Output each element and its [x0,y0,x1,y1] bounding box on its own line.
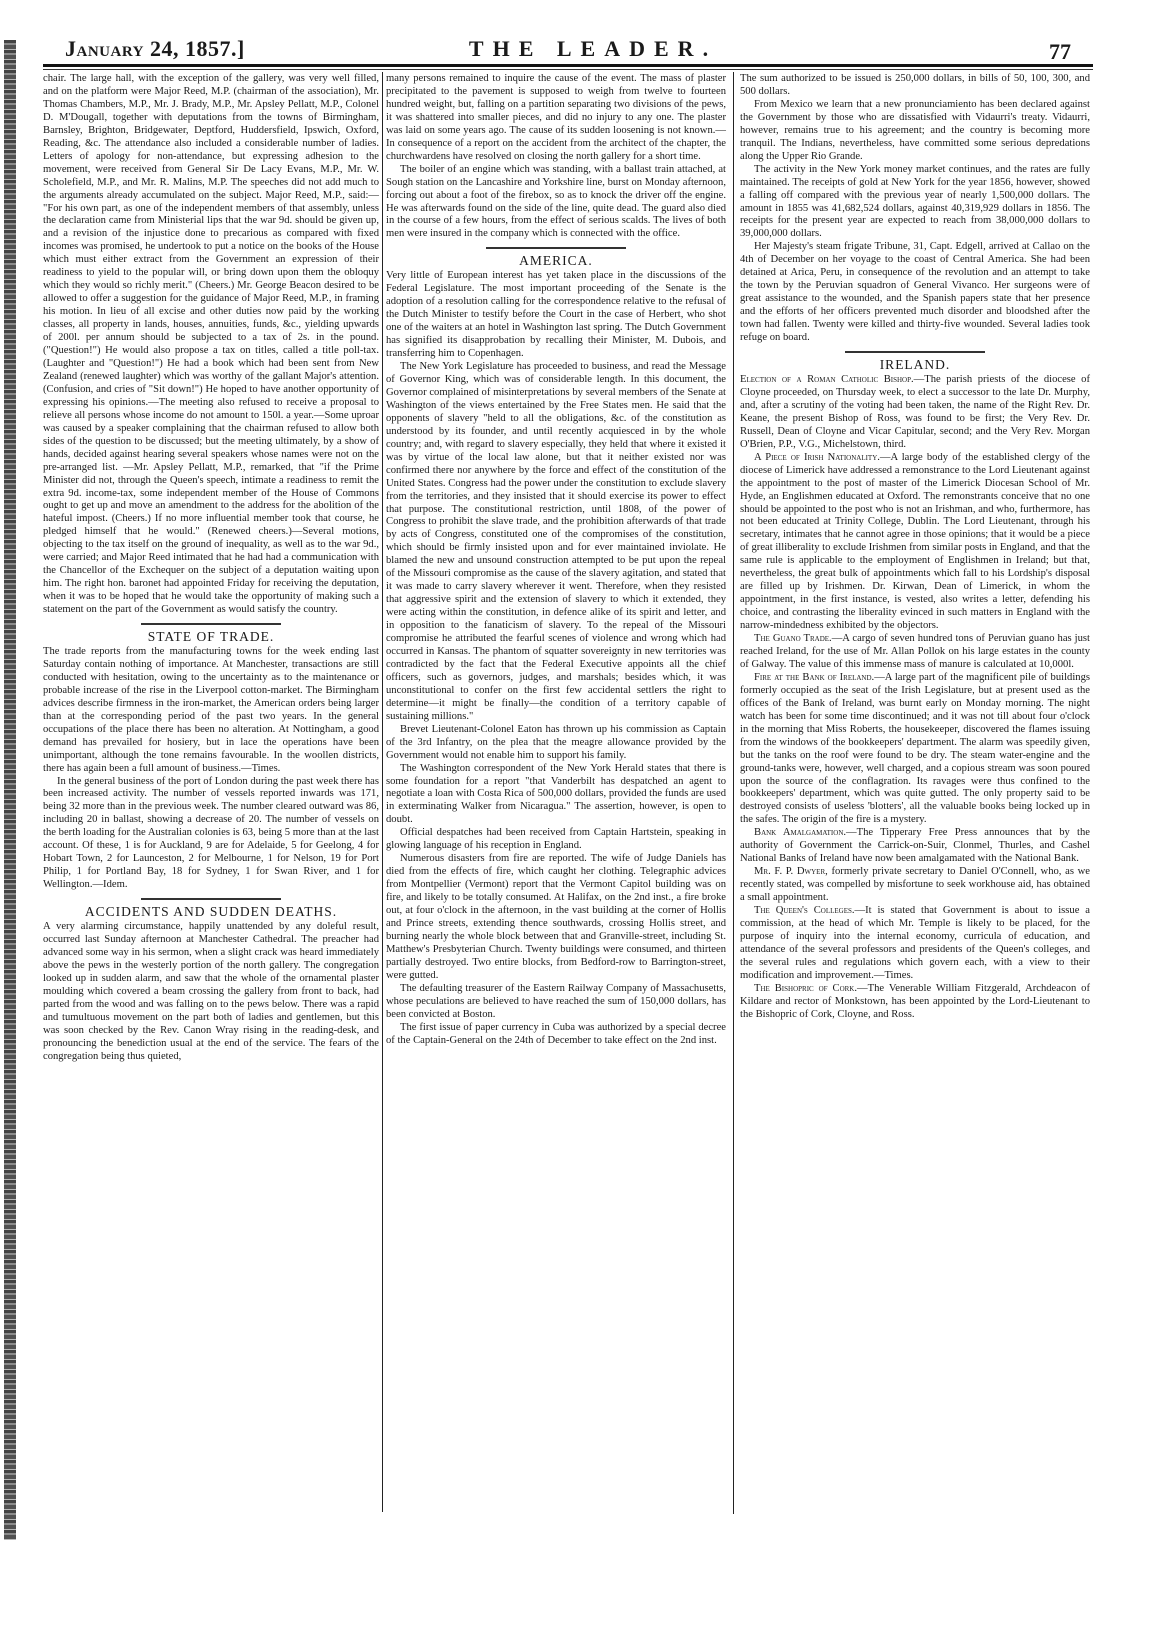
article-paragraph: The activity in the New York money market continues, and the rates are fully maintained. The receipts of gold at New York for the year 1856, however, showed a falling off compared with the previous year of nearly 1,500,000 dollars. The amount in 1855 was 41,682,524 dollars, against 40,319,929 dollars in 1856. The receipts for the present year are expected to reach from 38,000,000 dollars to 39,000,000 dollars. [740,163,1090,240]
section-separator [141,623,281,625]
article-paragraph: chair. The large hall, with the exception of the gallery, was very well filled, and on the platform were Major Reed, M.P. (chairman of the association), Mr. Thomas Chambers, M.P., Mr. J. Brady, M.P., Mr. Apsley Pellatt, M.P., Colonel D. M'Dougall, together with deputations from the towns of Birmingham, Barnsley, Brighton, Bridgewater, Deptford, Huddersfield, Ipswich, Oxford, Reading, &c. The attendance also included a considerable number of ladies. Letters of apology for non-attendance, but expressing adhesion to the movement, were received from General Sir De Lacy Evans, M.P., Mr. W. Scholefield, M.P., and Mr. R. Malins, M.P. The speeches did not add much to the arguments already accumulated on the subject. Major Reed, M.P., said:— "For his own part, as one of the independent members of that assembly, unless the declaration came from Ministerial lips that the war 9d. should be given up, and a revision of the injustice done to precarious as compared with fixed incomes was promised, he undertook to put a notice on the books of the House which must either extract from the Government an expression of their readiness to yield to the popular will, or bring down upon them the obloquy which they would so richly merit." (Cheers.) Mr. George Beacon desired to be allowed to offer a suggestion for the guidance of Major Reed, M.P., in framing his motion. In lieu of all excise and other duties now paid by the working classes, all property in lands, houses, annuities, funds, &c., yielding upwards of 200l. per annum should be subjected to a tax of 2s. in the pound. ("Question!") He would also propose a tax on titles, called a title poll-tax. (Laughter and "Question!") He had a book which had been sent from New Zealand (renewed laughter) which was worthy of the gallant Major's attention. (Confusion, and cries of "Sit down!") He hoped to have another opportunity of expressing his opinions.—The meeting also refused to receive a proposal to relieve all persons whose income do not amount to 150l. a year.—Some uproar was caused by a speaker complaining that the chairman refused to allow both sides of the question to be discussed; but the meeting ultimately, by a show of hands, decided against hearing several speakers whose names were not on the pre-arranged list. —Mr. Apsley Pellatt, M.P., remarked, that "if the Prime Minister did not, through the Queen's speech, intimate a readiness to remit the extra 9d. income-tax, some independent member of the House of Commons ought to get up and move an amendment to the address for the abolition of the hateful impost. (Cheers.) If no more influential member took that course, he pledged himself that he would." (Renewed cheers.)—Several motions, objecting to the tax itself on the ground of inequality, as well as to the war 9d., were carried; and Major Reed intimated that he had had a communication with the Chancellor of the Exchequer on the subject of a deputation waiting upon him. The right hon. baronet had appointed Friday for receiving the deputation, when it was to be hoped that he would take the opportunity of making such a statement on the part of the Government as would satisfy the country. [43,73,379,616]
item-text: formerly private secretary to Daniel O'Connell, who, as we recently stated, was compelled by misfortune to seek workhouse aid, has obtained a small appointment. [740,866,1090,904]
issue-date: January 24, 1857.] [65,36,245,61]
item-text: —A large part of the magnificent pile of buildings formerly occupied as the seat of the Irish Legislature, but at present used as the offices of the Bank of Ireland, was burnt early on Monday morning. The night watch has been for some time discontinued; and it was not till about four o'clock in the morning that Miss Roberts, the housekeeper, discovered the flames issuing from the windows of the bookkeepers' department. The alarm was speedily given, but the tanks on the roof were found to be dry. The steam water-engine and the ground-tanks were, however, well charged, and a copious stream was soon poured upon the source of the conflagration. Its ravages were thus confined to the bookkeepers' department, which was quite gutted. The only property said to be destroyed consists of useless 'blotters', all the valuable books being locked up in the safes. The origin of the fire is a mystery. [740,671,1090,826]
column-right [740,73,1090,1022]
item-lead: Mr. F. P. Dwyer, [754,866,828,878]
section-heading-accidents: ACCIDENTS AND SUDDEN DEATHS. [84,904,338,920]
item-lead: Bank Amalgamation. [754,827,847,839]
column-middle [386,73,726,1048]
ireland-item [740,866,1090,905]
ireland-item [740,452,1090,633]
item-text: —The parish priests of the diocese of Cloyne proceeded, on Thursday week, to elect a successor to the late Dr. Murphy, and, after a scrutiny of the voting had been taken, the name of the Right Rev. Dr. Keane, the present Bishop of Ross, was found to be first; the Very Rev. Dr. Russell, Dean of Cloyne and Vicar Capitular, second; and the Very Rev. Morgan O'Brien, P.P., V.G., Michelstown, third. [740,373,1090,450]
item-text: —The Tipperary Free Press announces that by the authority of Government the Carrick-on-Suir, Clonmel, Thurles, and Cashel National Banks of Ireland have now been amalgamated with the National Bank. [740,827,1090,865]
item-lead: A Piece of Irish Nationality. [754,451,880,463]
article-paragraph: Numerous disasters from fire are reported. The wife of Judge Daniels has died from the effects of fire, which caught her clothing. Telegraphic advices from Montpellier (Vermont) report that the Vermont Capitol building was on fire, and likely to be totally consumed. At Halifax, on the 2nd inst., a fire broke out, at four o'clock in the afternoon, in the vast building at the corner of Hollis and Prince streets, extending thence southwards, crossing Hollis street, and burning nearly the whole block between that and Granville-street, including St. Matthew's Presbyterian Church. Twenty buildings were consumed, and thirteen partially destroyed. Two entire blocks, from Bedford-row to Barrington-street, were gutted. [386,853,726,981]
column-divider [733,72,734,1514]
article-paragraph: A very alarming circumstance, happily unattended by any doleful result, occurred last Sunday afternoon at Manchester Cathedral. The preacher had advanced some way in his sermon, when a slight crack was heard immediately above the pews in the westerly portion of the north gallery. The congregation looked up in sudden alarm, and saw that the whole of the ornamental plaster moulding which covered a beam crossing the gallery from front to back, had parted from the wood and was falling on to the pews below. There was a rapid and tumultuous movement on the part both of ladies and gentlemen, but this was soon checked by the Rev. Canon Wray rising in the reading-desk, and pronouncing the benediction usual at the end of the service. The fears of the congregation being thus quieted, [43,921,379,1062]
ireland-item [740,905,1090,983]
article-paragraph: From Mexico we learn that a new pronunciamiento has been declared against the Government by those who are dissatisfied with Vidaurri's treaty. Vidaurri, however, remains true to his agreement; and the country is becoming more tranquil. The Indians, nevertheless, have committed some serious depredations along the Upper Rio Grande. [740,98,1090,162]
article-paragraph: Her Majesty's steam frigate Tribune, 31, Capt. Edgell, arrived at Callao on the 4th of December on her voyage to the coast of Central America. She had been detained at Arica, Peru, in consequence of the revolution and an attempt to take the town by the Peruvian squadron of General Vivanco. Her surgeons were of great assistance to the wounded, and the Spanish papers state that her presence and the efforts of her officers prevented much disorder and bloodshed after the town had fallen. Twenty were killed and thirty-five wounded. Several ladies took refuge on board. [740,241,1090,344]
item-text: —It is stated that Government is about to issue a commission, at the head of which Mr. Temple is likely to be placed, for the purpose of inquiry into the internal economy, curricula of education, and attendance of the several professors and presidents of the Queen's colleges, and the several rules and regulations which govern each, with a view to their modification and improvement.—Times. [740,905,1090,981]
item-lead: Election of a Roman Catholic Bishop. [740,373,914,385]
section-heading-state-of-trade: STATE OF TRADE. [147,629,275,645]
article-paragraph: Official despatches had been received from Captain Hartstein, speaking in glowing language of his reception in England. [386,827,726,852]
item-text: —A cargo of seven hundred tons of Peruvian guano has just reached Ireland, for the use of Mr. Allan Pollok on his large estates in the county of Galway. The value of this immense mass of manure is calculated at 10,000l. [740,633,1090,670]
article-paragraph: Very little of European interest has yet taken place in the discussions of the Federal Legislature. The most important proceeding of the Senate is the adoption of a resolution calling for the correspondence relative to the refusal of the Dutch Minister to testify before the Court in the case of Herbert, who shot one of the waiters at an hotel in Washington last spring. The Dutch Government has signified its disapprobation by recalling their Minister, M. Dubois, and transferring him to Copenhagen. [386,270,726,360]
section-heading-america: AMERICA. [519,253,593,269]
column-left [43,73,379,1064]
ireland-item [740,672,1090,827]
article-paragraph: The Washington correspondent of the New York Herald states that there is some foundation for a report "that Vanderbilt has despatched an agent to negotiate a loan with Costa Rica of 500,000 dollars, provided the funds are used in exterminating Walker from Nicaragua." The assertion, however, is open to doubt. [386,762,726,826]
article-paragraph: The first issue of paper currency in Cuba was authorized by a special decree of the Captain-General on the 24th of December to take effect on the 2nd inst. [386,1021,726,1046]
section-separator [845,351,985,353]
article-paragraph: The New York Legislature has proceeded to business, and read the Message of Governor King, which was of considerable length. In this document, the Governor complained of misinterpretations by several members of the Senate at Washington of the views entertained by the Free States men. He said that the opponents of slavery "held to all the obligations, &c. of the constitution as understood by its founder, and until recently acquiesced in by the whole country; and, with regard to slavery especially, they held that where it existed it was by virtue of the local law alone, but that it neither existed nor was confirmed there nor anywhere by the force and effect of the constitution of the United States. Congress had the power under the constitution to exclude slavery from the territories, and they insisted that it should exercise its power to effect that purpose. The constitutional restriction, until 1808, of the power of Congress to prohibit the slave trade, and the prohibition afterwards of that trade by acts of Congress, constituted one of the compromises of the constitution, which should be firmly insisted upon and for ever maintained inviolate. He blamed the new and unsound construction attempted to be put upon the repeal of the Missouri compromise as the cause of the slavery agitation, and stated that it was made to carry slavery wherever it went. Therefore, when they resisted that aggressive spirit and the extension of slavery to which it extended, they were acting within the constitution, in defence alike of its spirit and letter, and in opposition to the fanaticism of slavery. To the repeal of the Missouri compromise he attributed the fearful scenes of violence and wrong which had occurred in Kansas. The phantom of squatter sovereignty in new territories was contradicted by the fact that the Federal Executive appoints all the chief officers, such as governors, judges, and marshals; besides which, it was unconstitutional to confer on the first few accidental settlers the right to determine—it might be finally—the condition of a territory capable of sustaining millions." [386,361,726,722]
page-header [43,26,1093,66]
ireland-item [740,827,1090,866]
page-number: 77 [1049,39,1071,64]
article-paragraph: The trade reports from the manufacturing towns for the week ending last Saturday contain nothing of importance. At Manchester, transactions are still conducted with hesitation, owing to the uncertainty as to the maintenance or probable increase of the rise in the Liverpool cotton-market. The Birmingham advices describe firmness in the iron-market, the American orders being larger than at the corresponding period of the past two years. In the general occupations of the place there has been no alteration. At Nottingham, a good demand has prevailed for hosiery, but in lace the operations have been unimportant, although the tone remains favourable. In the woollen districts, there has again been a full amount of business.—Times. [43,645,379,774]
item-lead: The Guano Trade. [754,633,832,645]
item-lead: Fire at the Bank of Ireland. [754,671,875,683]
section-separator [141,898,281,900]
column-divider [382,72,383,1512]
item-text: —A large body of the established clergy of the diocese of Limerick have addressed a remonstrance to the Lord Lieutenant against the appointment to the post of master of the Limerick Diocesan School of Mr. Hyde, an Englishmen educated at Oxford. The remonstrants conceive that no one should be appointed to the post who is not an Irishman, and who, furthermore, has not been educated at Trinity College, Dublin. The Lord Lieutenant, through his secretary, intimates that he cannot agree in those opinions; that it would be a piece of great illiberality to exclude Irishmen from similar posts in England, and that the same rule is applicable to the employment of Englishmen in Ireland; but that, nevertheless, the great bulk of appointments which fall to his Lordship's disposal are filled up by Irishmen. Dr. Kirwan, Dean of Limerick, in whom the appointment, in the first instance, is vested, also writes a letter, defending his choice, and contrasting the liberality evinced in such matters in England with the narrow-mindedness exhibited by the objectors. [740,451,1090,632]
publication-title: THE LEADER. [468,36,718,61]
article-paragraph: many persons remained to inquire the cause of the event. The mass of plaster precipitated to the pavement is supposed to weigh from twelve to fourteen hundred weight, but, falling on a partition separating two divisions of the pews, it was shattered into smaller pieces, and did no injury to any one. The plaster was laid on some years ago. The cause of its sudden loosening is not known.—In consequence of a report on the accident from the architect of the chapter, the churchwardens have resolved on closing the north gallery for a short time. [386,73,726,162]
ireland-item [740,374,1090,452]
article-paragraph: The sum authorized to be issued is 250,000 dollars, in bills of 50, 100, 300, and 500 dollars. [740,73,1090,97]
item-text: —The Venerable William Fitzgerald, Archdeacon of Kildare and rector of Monkstown, has been appointed by the Lord-Lieutenant to the Bishopric of Cork, Cloyne, and Ross. [740,982,1091,1020]
page-binding-edge [4,40,16,1540]
item-lead: The Queen's Colleges. [754,905,855,917]
item-lead: The Bishopric of Cork. [754,982,858,994]
article-paragraph: The defaulting treasurer of the Eastern Railway Company of Massachusetts, whose peculations are believed to have reached the sum of 150,000 dollars, has been convicted at Boston. [386,982,726,1020]
header-rule [43,64,1093,67]
ireland-item [740,983,1090,1022]
article-paragraph: In the general business of the port of London during the past week there has been increased activity. The number of vessels reported inwards was 171, being 32 more than in the previous week. The number cleared outward was 86, including 20 in ballast, showing a decrease of 20. The number of vessels on the berth loading for the Australian colonies is 63, being 5 more than at the last account. Of these, 1 is for Auckland, 9 are for Adelaide, 5 for Geelong, 4 for Hobart Town, 2 for Launceston, 2 for Melbourne, 1 for Nelson, 19 for Port Philip, 1 for Portland Bay, 18 for Sydney, 1 for Swan River, and 1 for Wellington.—Idem. [43,775,379,891]
article-paragraph: Brevet Lieutenant-Colonel Eaton has thrown up his commission as Captain of the 3rd Infantry, on the plea that the meagre allowance provided by the Government would not enable him to support his family. [386,723,726,761]
section-heading-ireland: IRELAND. [879,357,951,373]
header-rule-thin [43,69,1093,70]
section-separator [486,247,626,249]
article-paragraph: The boiler of an engine which was standing, with a ballast train attached, at Sough station on the Lancashire and Yorkshire line, burst on Monday afternoon, forcing out about a foot of the firebox, so as to knock the driver off the engine. He was afterwards found on the side of the line, quite dead. The guard also died in the course of a few hours, from the effect of serious scalds. The lives of both men were insured in the company which is connected with the office. [386,163,726,240]
ireland-item [740,633,1090,672]
